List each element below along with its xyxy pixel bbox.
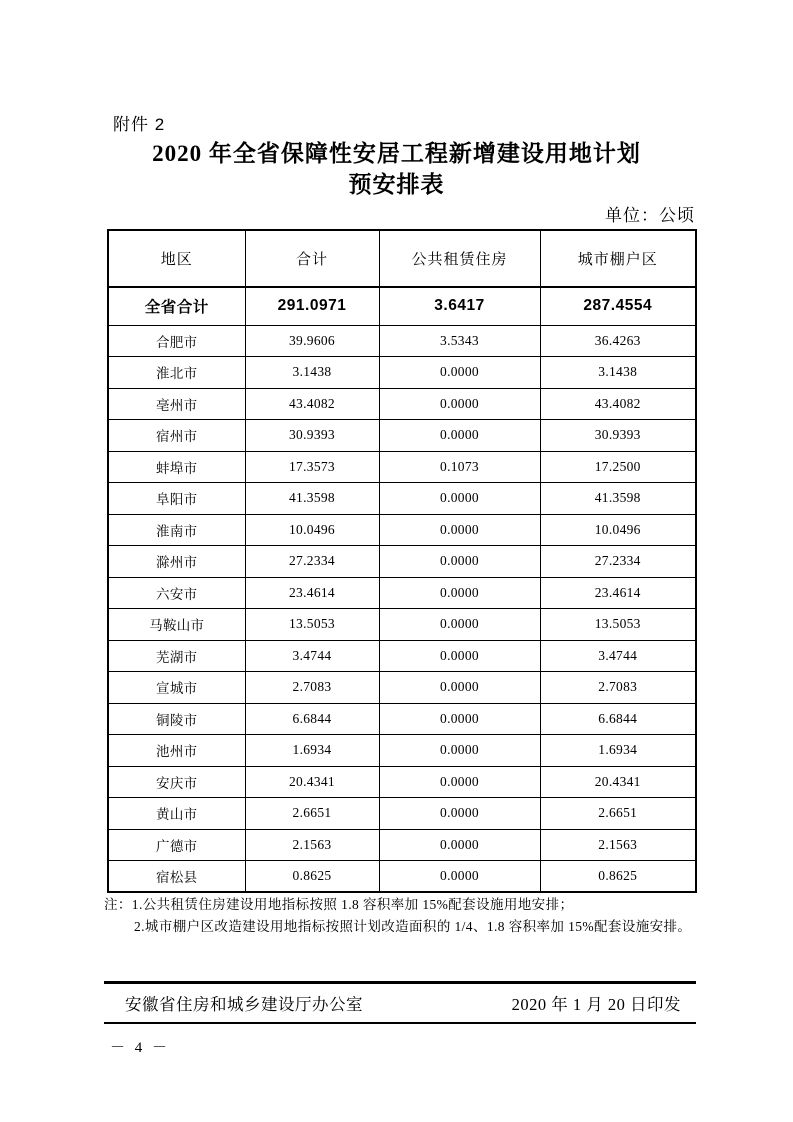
- public-rental-cell: 0.1073: [379, 451, 540, 483]
- region-cell: 铜陵市: [108, 703, 245, 735]
- region-cell: 宣城市: [108, 672, 245, 704]
- page-number: － 4 －: [110, 1040, 171, 1056]
- shantytown-cell: 41.3598: [540, 483, 696, 515]
- total-cell: 0.8625: [245, 861, 379, 893]
- public-rental-cell: 0.0000: [379, 388, 540, 420]
- region-cell: 六安市: [108, 577, 245, 609]
- table-row: [108, 388, 696, 420]
- issuing-office: 安徽省住房和城乡建设厅办公室: [125, 995, 363, 1014]
- public-rental-cell: 0.0000: [379, 829, 540, 861]
- region-cell: 宿州市: [108, 420, 245, 452]
- public-rental-cell: 0.0000: [379, 672, 540, 704]
- shantytown-cell: 6.6844: [540, 703, 696, 735]
- public-rental-cell: 0.0000: [379, 703, 540, 735]
- public-rental-cell: 0.0000: [379, 420, 540, 452]
- total-cell: 17.3573: [245, 451, 379, 483]
- public-rental-cell: 0.0000: [379, 546, 540, 578]
- total-cell: 27.2334: [245, 546, 379, 578]
- total-cell: 2.1563: [245, 829, 379, 861]
- region-cell: 芜湖市: [108, 640, 245, 672]
- table-row: [108, 672, 696, 704]
- shantytown-cell: 27.2334: [540, 546, 696, 578]
- shantytown-cell: 1.6934: [540, 735, 696, 767]
- shantytown-cell: 2.7083: [540, 672, 696, 704]
- total-cell: 3.1438: [245, 357, 379, 389]
- table-row: [108, 546, 696, 578]
- table-row: [108, 829, 696, 861]
- table-row: [108, 735, 696, 767]
- total-cell: 13.5053: [245, 609, 379, 641]
- table-row: [108, 766, 696, 798]
- region-cell: 宿松县: [108, 861, 245, 893]
- land-plan-table: [107, 229, 697, 893]
- public-rental-cell: 0.0000: [379, 483, 540, 515]
- region-cell: 阜阳市: [108, 483, 245, 515]
- total-row-public-rental: 3.6417: [379, 287, 540, 325]
- table-row: [108, 451, 696, 483]
- table-row: [108, 420, 696, 452]
- table-row: [108, 325, 696, 357]
- table-row: [108, 861, 696, 893]
- public-rental-cell: 3.5343: [379, 325, 540, 357]
- total-cell: 30.9393: [245, 420, 379, 452]
- province-total-row: [108, 287, 696, 325]
- shantytown-cell: 13.5053: [540, 609, 696, 641]
- table-row: [108, 577, 696, 609]
- note-line-1: 注：1.公共租赁住房建设用地指标按照 1.8 容积率加 15%配套设施用地安排；: [104, 897, 574, 912]
- table-row: [108, 798, 696, 830]
- total-cell: 2.7083: [245, 672, 379, 704]
- region-cell: 广德市: [108, 829, 245, 861]
- total-cell: 43.4082: [245, 388, 379, 420]
- column-header-public-rental: 公共租赁住房: [379, 230, 540, 287]
- table-row: [108, 483, 696, 515]
- shantytown-cell: 2.1563: [540, 829, 696, 861]
- region-cell: 亳州市: [108, 388, 245, 420]
- shantytown-cell: 20.4341: [540, 766, 696, 798]
- region-cell: 马鞍山市: [108, 609, 245, 641]
- total-cell: 39.9606: [245, 325, 379, 357]
- total-row-total: 291.0971: [245, 287, 379, 325]
- public-rental-cell: 0.0000: [379, 766, 540, 798]
- shantytown-cell: 36.4263: [540, 325, 696, 357]
- shantytown-cell: 30.9393: [540, 420, 696, 452]
- print-date: 2020 年 1 月 20 日印发: [511, 995, 681, 1014]
- table-row: [108, 640, 696, 672]
- public-rental-cell: 0.0000: [379, 798, 540, 830]
- total-row-shantytown: 287.4554: [540, 287, 696, 325]
- note-line-2: 2.城市棚户区改造建设用地指标按照计划改造面积的 1/4、1.8 容积率加 15%配套设施安排。: [134, 919, 692, 934]
- shantytown-cell: 17.2500: [540, 451, 696, 483]
- region-cell: 黄山市: [108, 798, 245, 830]
- table-row: [108, 703, 696, 735]
- table-row: [108, 357, 696, 389]
- total-cell: 23.4614: [245, 577, 379, 609]
- table-row: [108, 609, 696, 641]
- shantytown-cell: 2.6651: [540, 798, 696, 830]
- region-cell: 池州市: [108, 735, 245, 767]
- column-header-total: 合计: [245, 230, 379, 287]
- region-cell: 蚌埠市: [108, 451, 245, 483]
- shantytown-cell: 23.4614: [540, 577, 696, 609]
- total-cell: 6.6844: [245, 703, 379, 735]
- total-cell: 20.4341: [245, 766, 379, 798]
- shantytown-cell: 3.4744: [540, 640, 696, 672]
- total-cell: 10.0496: [245, 514, 379, 546]
- total-cell: 1.6934: [245, 735, 379, 767]
- public-rental-cell: 0.0000: [379, 640, 540, 672]
- unit-label: 单位：公顷: [605, 206, 695, 225]
- shantytown-cell: 3.1438: [540, 357, 696, 389]
- document-title: [0, 138, 793, 200]
- table-notes: [104, 894, 704, 938]
- table-header-row: [108, 230, 696, 287]
- shantytown-cell: 0.8625: [540, 861, 696, 893]
- attachment-label: 附件 2: [113, 115, 166, 134]
- region-cell: 淮南市: [108, 514, 245, 546]
- public-rental-cell: 0.0000: [379, 609, 540, 641]
- issuance-footer: [104, 981, 696, 1024]
- public-rental-cell: 0.0000: [379, 357, 540, 389]
- public-rental-cell: 0.0000: [379, 861, 540, 893]
- document-title-line1: 2020 年全省保障性安居工程新增建设用地计划: [152, 141, 641, 166]
- public-rental-cell: 0.0000: [379, 735, 540, 767]
- total-cell: 2.6651: [245, 798, 379, 830]
- region-cell: 合肥市: [108, 325, 245, 357]
- column-header-region: 地区: [108, 230, 245, 287]
- public-rental-cell: 0.0000: [379, 577, 540, 609]
- shantytown-cell: 43.4082: [540, 388, 696, 420]
- public-rental-cell: 0.0000: [379, 514, 540, 546]
- region-cell: 淮北市: [108, 357, 245, 389]
- table-row: [108, 514, 696, 546]
- region-cell: 滁州市: [108, 546, 245, 578]
- region-cell: 安庆市: [108, 766, 245, 798]
- document-title-line2: 预安排表: [348, 172, 445, 197]
- total-row-region: 全省合计: [108, 287, 245, 325]
- total-cell: 3.4744: [245, 640, 379, 672]
- column-header-shantytown: 城市棚户区: [540, 230, 696, 287]
- total-cell: 41.3598: [245, 483, 379, 515]
- shantytown-cell: 10.0496: [540, 514, 696, 546]
